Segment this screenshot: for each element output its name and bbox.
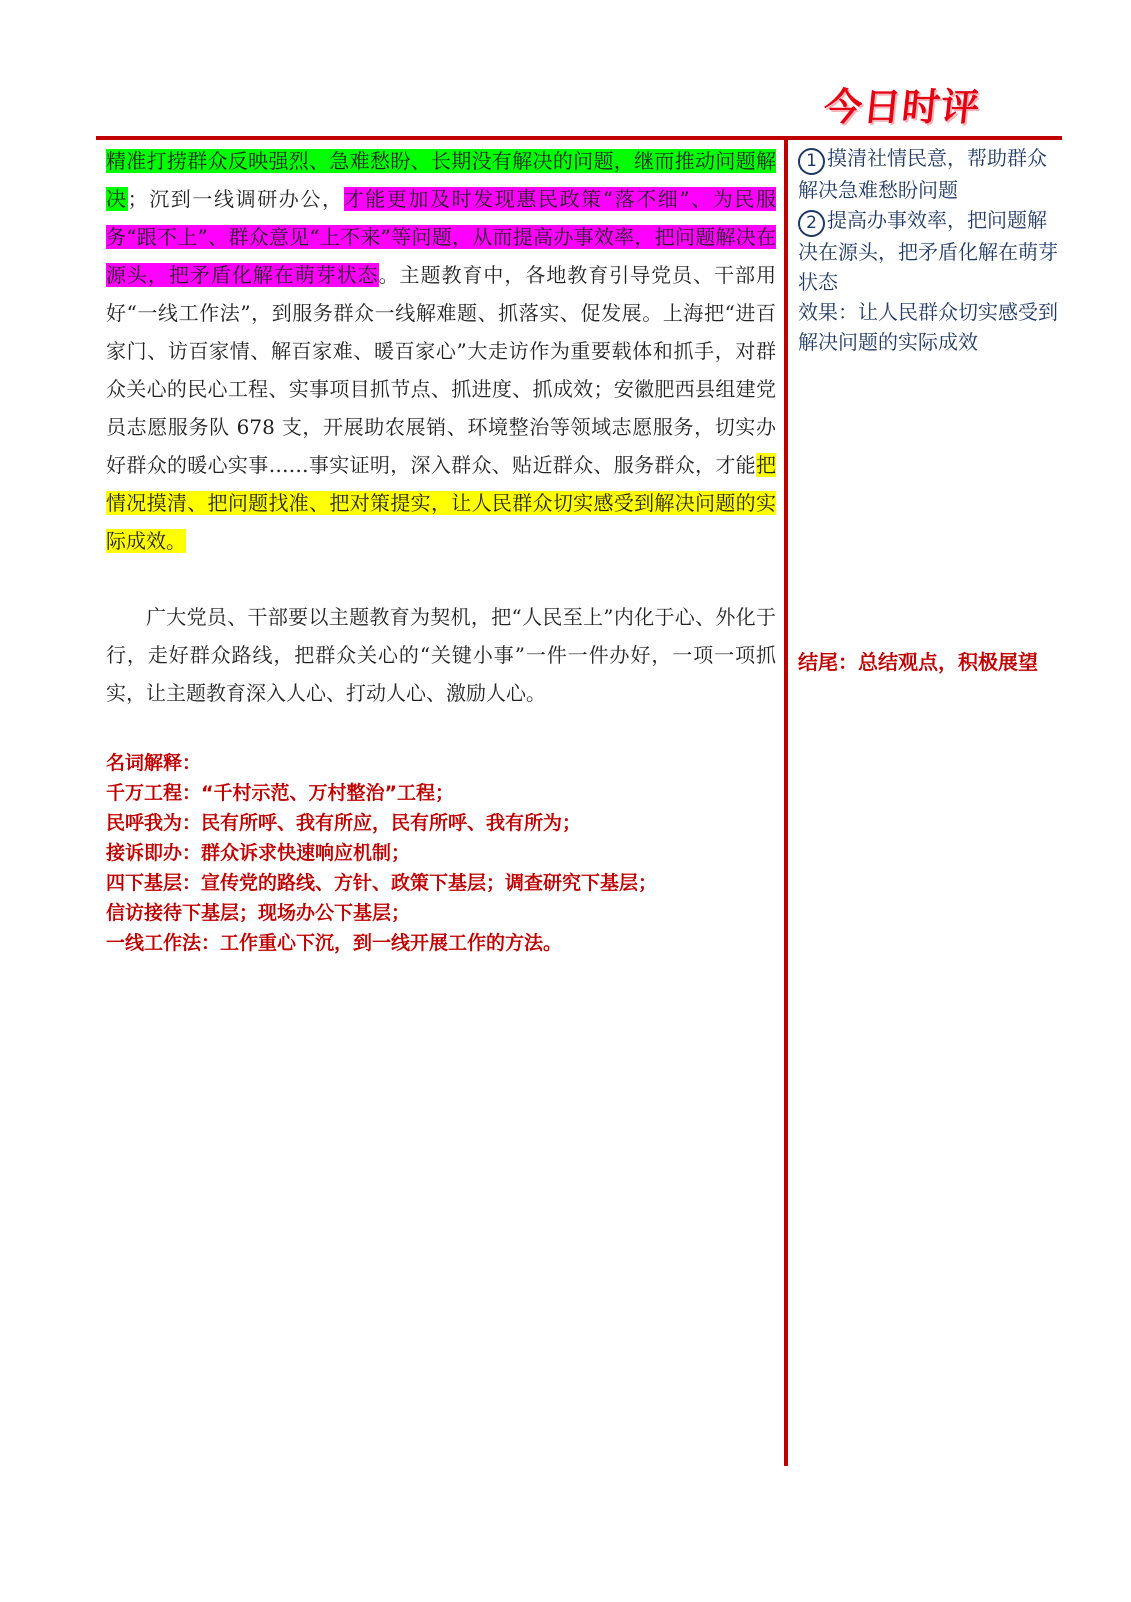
highlight-magenta: 才能更加及时发现惠民政策“落不细”、为民服务“跟不上”、群众意见“上不来”等问题，从而提高办事效率，把问题解决在源头，把矛盾化解在萌芽状态: [106, 187, 777, 287]
plain-text: 。主题教育中，各地教育引导党员、干部用好“一线工作法”，到服务群众一线解难题、抓落实、促发展。上海把“进百家门、访百家情、解百家难、暖百家心”大走访作为重要载体和抓手，对群众关心的民心工程、实事项目抓节点、抓进度、抓成效；安徽肥西县组建党员志愿服务队 678 支，开展助农展销、环境整治等领域志愿服务，切实办好群众的暖心实事……事实证明，深入群众、贴近群众、服务群众，才能: [106, 263, 777, 477]
circled-number-1: 1: [798, 148, 825, 175]
glossary-title: 名词解释：: [106, 752, 202, 774]
paragraph-gap: [106, 560, 776, 598]
plain-text: ；沉到一线调研办公，: [127, 187, 344, 211]
glossary-item: 民呼我为：民有所呼、我有所应，民有所呼、我有所为；: [106, 812, 582, 834]
annotation-text: 提高办事效率，把问题解决在源头，把矛盾化解在萌芽状态: [798, 208, 1058, 294]
brand-logo: 今日时评: [821, 85, 983, 129]
highlight-yellow: 把情况摸清、把问题找准、把对策提实，让人民群众切实感受到解决问题的实际成效。: [106, 453, 776, 553]
glossary-item: 信访接待下基层；现场办公下基层；: [106, 902, 411, 924]
glossary-item: 千万工程：“千村示范、万村整治”工程；: [106, 782, 454, 804]
annotation-ending: 结尾：总结观点，积极展望: [798, 650, 1038, 674]
annotation-text: 摸清社情民意，帮助群众解决急难愁盼问题: [798, 146, 1047, 202]
glossary-item: 接诉即办：群众诉求快速响应机制；: [106, 842, 411, 864]
annotation-column: [798, 143, 1060, 357]
glossary-item: 四下基层：宣传党的路线、方针、政策下基层；调查研究下基层；: [106, 872, 658, 894]
annotation-2: [798, 205, 1060, 297]
main-column: [106, 142, 776, 958]
glossary: [106, 748, 776, 958]
header-rule: [96, 136, 1062, 140]
annotation-effect: 效果：让人民群众切实感受到解决问题的实际成效: [798, 300, 1058, 354]
annotation-1: [798, 143, 1060, 205]
body-paragraph-2: 广大党员、干部要以主题教育为契机，把“人民至上”内化于心、外化于行，走好群众路线，把群众关心的“关键小事”一件一件办好，一项一项抓实，让主题教育深入人心、打动人心、激励人心。: [106, 605, 776, 705]
body-paragraph-1: [106, 142, 776, 560]
glossary-item: 一线工作法：工作重心下沉，到一线开展工作的方法。: [106, 932, 563, 954]
circled-number-2: 2: [798, 210, 825, 237]
column-divider: [784, 140, 788, 1466]
highlight-green: 精准打捞群众反映强烈、急难愁盼、长期没有解决的问题，继而推动问题解决: [106, 149, 776, 211]
